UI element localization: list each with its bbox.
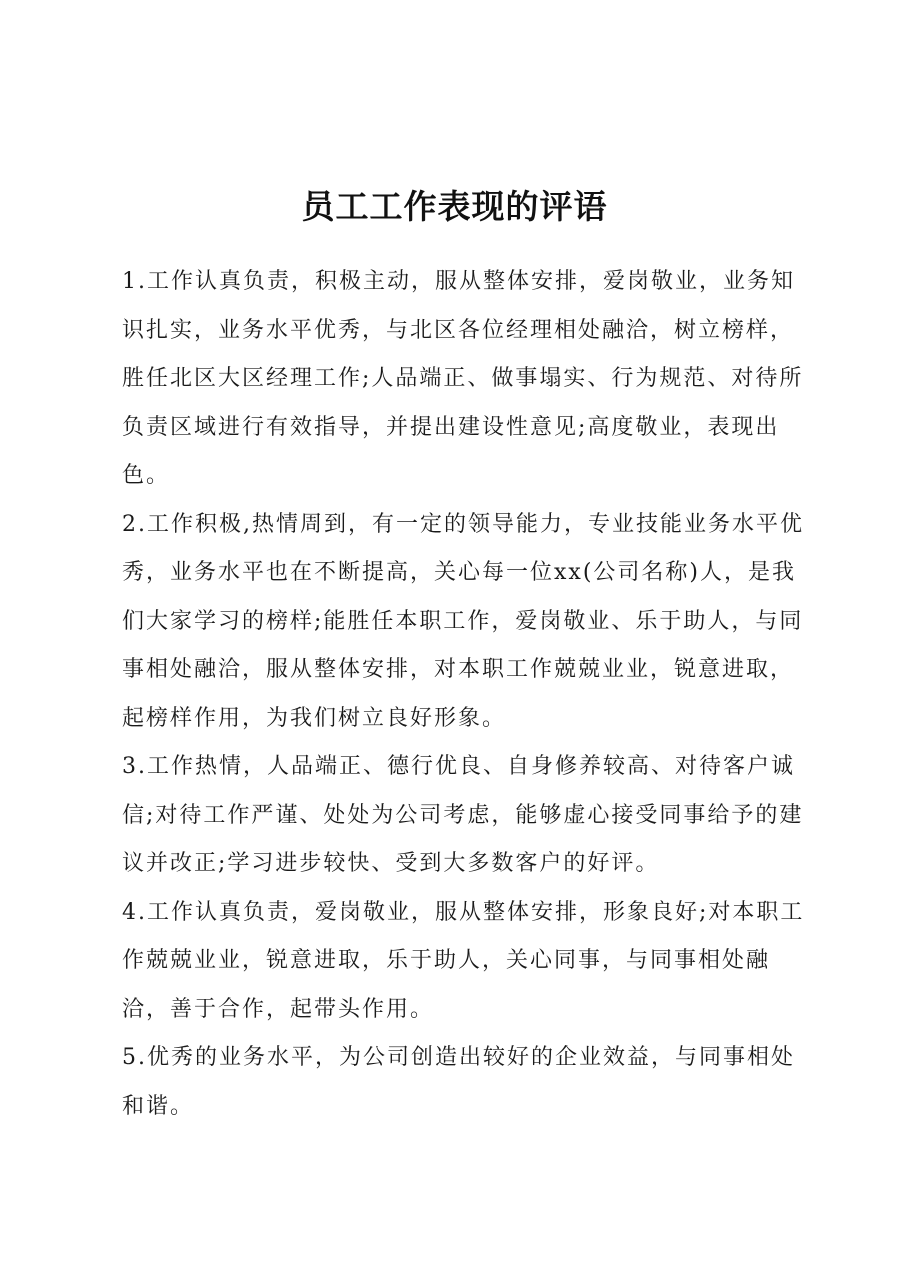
evaluation-paragraph-5: 5.优秀的业务水平，为公司创造出较好的企业效益，与同事相处和谐。	[122, 1045, 795, 1119]
evaluation-paragraph-1: 1.工作认真负责，积极主动，服从整体安排，爱岗敬业，业务知识扎实，业务水平优秀，与北区各位经理相处融洽，树立榜样，胜任北区大区经理工作;人品端正、做事塌实、行为规范、对待所负责区域进行有效指导，并提出建设性意见;高度敬业，表现出色。	[122, 269, 804, 488]
evaluation-paragraph-4: 4.工作认真负责，爱岗敬业，服从整体安排，形象良好;对本职工作兢兢业业，锐意进取，乐于助人，关心同事，与同事相处融洽，善于合作，起带头作用。	[122, 899, 805, 1022]
document-body	[122, 258, 812, 1131]
evaluation-paragraph-2: 2.工作积极,热情周到，有一定的领导能力，专业技能业务水平优秀，业务水平也在不断提高，关心每一位xx(公司名称)人，是我们大家学习的榜样;能胜任本职工作，爱岗敬业、乐于助人，与同事相处融洽，服从整体安排，对本职工作兢兢业业，锐意进取，起榜样作用，为我们树立良好形象。	[122, 511, 804, 731]
document-title: 员工工作表现的评语	[301, 187, 608, 226]
evaluation-paragraph-3: 3.工作热情，人品端正、德行优良、自身修养较高、对待客户诚信;对待工作严谨、处处为公司考虑，能够虚心接受同事给予的建议并改正;学习进步较快、受到大多数客户的好评。	[122, 754, 804, 876]
